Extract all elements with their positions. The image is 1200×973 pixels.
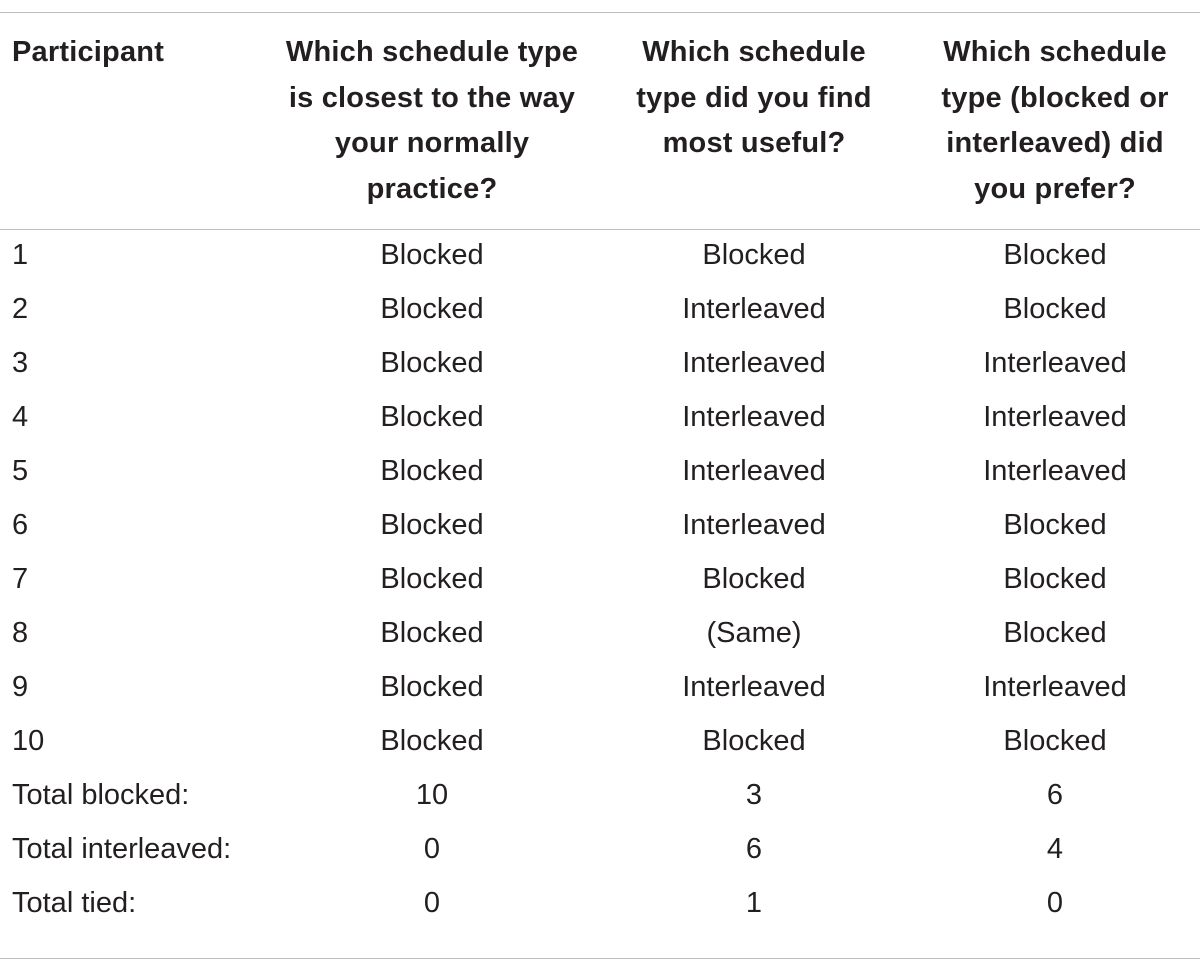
- cell-participant: 9: [12, 670, 29, 703]
- cell-prefer: Interleaved: [983, 670, 1127, 703]
- cell-useful: Blocked: [702, 562, 806, 595]
- cell-prefer: 6: [1046, 778, 1064, 811]
- cell-closest: Blocked: [380, 238, 484, 271]
- cell-useful: 3: [745, 778, 763, 811]
- cell-useful: Interleaved: [682, 400, 826, 433]
- cell-useful: Interleaved: [682, 346, 826, 379]
- cell-closest: Blocked: [380, 346, 484, 379]
- cell-participant: 7: [12, 562, 29, 595]
- cell-closest: 0: [423, 886, 441, 919]
- table-row: [0, 282, 1200, 336]
- cell-closest: Blocked: [380, 724, 484, 757]
- cell-participant: Total tied:: [12, 886, 137, 919]
- cell-participant: 8: [12, 616, 29, 649]
- cell-prefer: Blocked: [1003, 292, 1107, 325]
- cell-closest: Blocked: [380, 616, 484, 649]
- cell-closest: Blocked: [380, 400, 484, 433]
- cell-participant: 4: [12, 400, 29, 433]
- cell-closest: 0: [423, 832, 441, 865]
- cell-participant: 3: [12, 346, 29, 379]
- table-header: [0, 14, 1200, 228]
- cell-useful: 1: [745, 886, 763, 919]
- cell-prefer: 0: [1046, 886, 1064, 919]
- cell-prefer: Interleaved: [983, 400, 1127, 433]
- table-row: [0, 606, 1200, 660]
- cell-useful: Blocked: [702, 724, 806, 757]
- table-row: [0, 714, 1200, 768]
- header-closest-schedule: Which schedule type is closest to the way your normally practice?: [285, 36, 579, 205]
- total-row: [0, 768, 1200, 822]
- cell-closest: Blocked: [380, 454, 484, 487]
- cell-prefer: Blocked: [1003, 562, 1107, 595]
- table-row: [0, 444, 1200, 498]
- total-row: [0, 822, 1200, 876]
- cell-prefer: Interleaved: [983, 454, 1127, 487]
- cell-participant: Total blocked:: [12, 778, 190, 811]
- cell-closest: Blocked: [380, 670, 484, 703]
- cell-useful: Interleaved: [682, 508, 826, 541]
- table-row: [0, 552, 1200, 606]
- cell-prefer: Interleaved: [983, 346, 1127, 379]
- cell-participant: 2: [12, 292, 29, 325]
- schedule-preference-table: [0, 14, 1200, 930]
- cell-prefer: Blocked: [1003, 724, 1107, 757]
- cell-closest: Blocked: [380, 562, 484, 595]
- cell-useful: 6: [745, 832, 763, 865]
- cell-prefer: 4: [1046, 832, 1064, 865]
- cell-closest: Blocked: [380, 292, 484, 325]
- cell-useful: Interleaved: [682, 292, 826, 325]
- cell-useful: Blocked: [702, 238, 806, 271]
- header-most-useful: Which schedule type did you find most useful?: [636, 36, 872, 159]
- header-row: [0, 14, 1200, 228]
- table-row: [0, 660, 1200, 714]
- header-participant: Participant: [12, 36, 165, 68]
- cell-participant: 1: [12, 238, 29, 271]
- cell-participant: 5: [12, 454, 29, 487]
- cell-useful: (Same): [706, 616, 802, 649]
- table-top-rule: [0, 12, 1200, 13]
- cell-prefer: Blocked: [1003, 616, 1107, 649]
- table-row: [0, 498, 1200, 552]
- cell-participant: 10: [12, 724, 45, 757]
- cell-closest: Blocked: [380, 508, 484, 541]
- total-row: [0, 876, 1200, 930]
- header-preferred: Which schedule type (blocked or interleaved) did you prefer?: [941, 36, 1169, 205]
- table-row: [0, 390, 1200, 444]
- table-row: [0, 336, 1200, 390]
- cell-closest: 10: [415, 778, 449, 811]
- cell-prefer: Blocked: [1003, 508, 1107, 541]
- cell-useful: Interleaved: [682, 670, 826, 703]
- cell-participant: 6: [12, 508, 29, 541]
- table-body: [0, 228, 1200, 930]
- table-bottom-rule: [0, 958, 1200, 959]
- cell-participant: Total interleaved:: [12, 832, 232, 865]
- table-row: [0, 228, 1200, 282]
- cell-prefer: Blocked: [1003, 238, 1107, 271]
- cell-useful: Interleaved: [682, 454, 826, 487]
